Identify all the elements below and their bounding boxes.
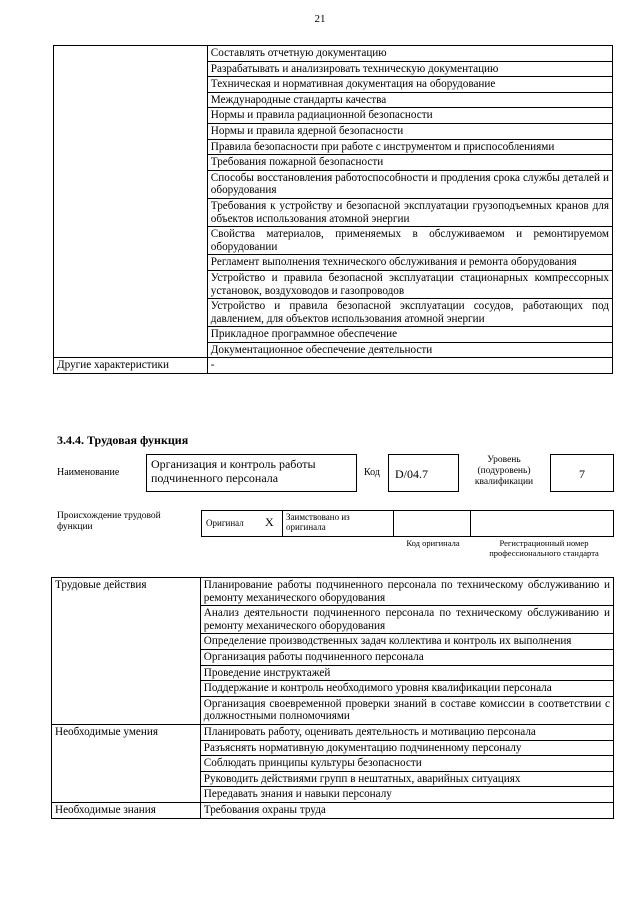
table-row: Техническая и нормативная документация на оборудование <box>207 77 612 93</box>
table-row: Свойства материалов, применяемых в обслуживаемом и ремонтируемом оборудовании <box>207 227 612 255</box>
original-label: Оригинал <box>206 518 244 528</box>
skills-label: Необходимые умения <box>52 724 201 802</box>
table-row: Правила безопасности при работе с инструментом и приспособлениями <box>207 139 612 155</box>
table-row: Требования к устройству и безопасной эксплуатации грузоподъемных кранов для объектов использования атомной энергии <box>207 198 612 226</box>
other-characteristics-value: - <box>207 358 612 374</box>
table-row: Документационное обеспечение деятельности <box>207 342 612 358</box>
table-row: Разрабатывать и анализировать техническую документацию <box>207 61 612 77</box>
table-row: Международные стандарты качества <box>207 92 612 108</box>
table-row: Планировать работу, оценивать деятельность и мотивацию персонала <box>200 724 613 740</box>
table-row: Организация своевременной проверки знаний в составе комиссии в соответствии с должностными полномочиями <box>200 696 613 724</box>
table-row: Устройство и правила безопасной эксплуатации стационарных компрессорных установок, воздуховодов и газопроводов <box>207 270 612 298</box>
reg-number-box <box>470 510 614 537</box>
code-value: D/04.7 <box>395 467 428 481</box>
level-value: 7 <box>579 467 585 481</box>
table-row: Прикладное программное обеспечение <box>207 327 612 343</box>
table-row: Требования пожарной безопасности <box>207 155 612 171</box>
table-row: Проведение инструктажей <box>200 665 613 681</box>
table-row: Составлять отчетную документацию <box>207 46 612 62</box>
table-row: Поддержание и контроль необходимого уровня квалификации персонала <box>200 681 613 697</box>
original-mark: X <box>265 515 274 529</box>
level-label: Уровень (подуровень) квалификации <box>474 455 534 487</box>
origin-label: Происхождение трудовой функции <box>57 511 161 532</box>
table-row: Требования охраны труда <box>200 802 613 818</box>
labor-function-table <box>51 577 614 819</box>
table-row: Способы восстановления работоспособности и продления срока службы деталей и оборудования <box>207 170 612 198</box>
table-row: Соблюдать принципы культуры безопасности <box>200 756 613 772</box>
table-row: Руководить действиями групп в нештатных, аварийных ситуациях <box>200 771 613 787</box>
table-row: Разъяснять нормативную документацию подчиненному персоналу <box>200 740 613 756</box>
origin-code-caption: Код оригинала <box>406 538 460 548</box>
table-row: Нормы и правила ядерной безопасности <box>207 123 612 139</box>
table-row: Передавать знания и навыки персоналу <box>200 787 613 803</box>
code-label: Код <box>364 467 380 478</box>
table-row: Нормы и правила радиационной безопасности <box>207 108 612 124</box>
knowledge-table <box>53 45 613 374</box>
reg-number-caption: Регистрационный номер профессионального стандарта <box>489 538 599 558</box>
labor-actions-label: Трудовые действия <box>52 578 201 725</box>
knowledge-label-cell <box>54 46 208 358</box>
table-row: Организация работы подчиненного персонала <box>200 649 613 665</box>
name-value: Организация и контроль работы подчиненного персонала <box>151 457 316 485</box>
knowledge-label: Необходимые знания <box>52 802 201 818</box>
table-row: Устройство и правила безопасной эксплуатации сосудов, работающих под давлением, для объектов использования атомной энергии <box>207 299 612 327</box>
table-row: Анализ деятельности подчиненного персонала по техническому обслуживанию и ремонту механического оборудования <box>200 606 613 634</box>
table-row: Планирование работы подчиненного персонала по техническому обслуживанию и ремонту механического оборудования <box>200 578 613 606</box>
name-label: Наименование <box>57 467 120 478</box>
table-row: Определение производственных задач коллектива и контроль их выполнения <box>200 634 613 650</box>
other-characteristics-label: Другие характеристики <box>54 358 208 374</box>
page-number: 21 <box>314 13 326 25</box>
origin-code-box <box>393 510 471 537</box>
borrowed-label: Заимствовано из оригинала <box>286 512 350 532</box>
table-row: Регламент выполнения технического обслуживания и ремонта оборудования <box>207 255 612 271</box>
section-heading: 3.4.4. Трудовая функция <box>57 433 189 447</box>
